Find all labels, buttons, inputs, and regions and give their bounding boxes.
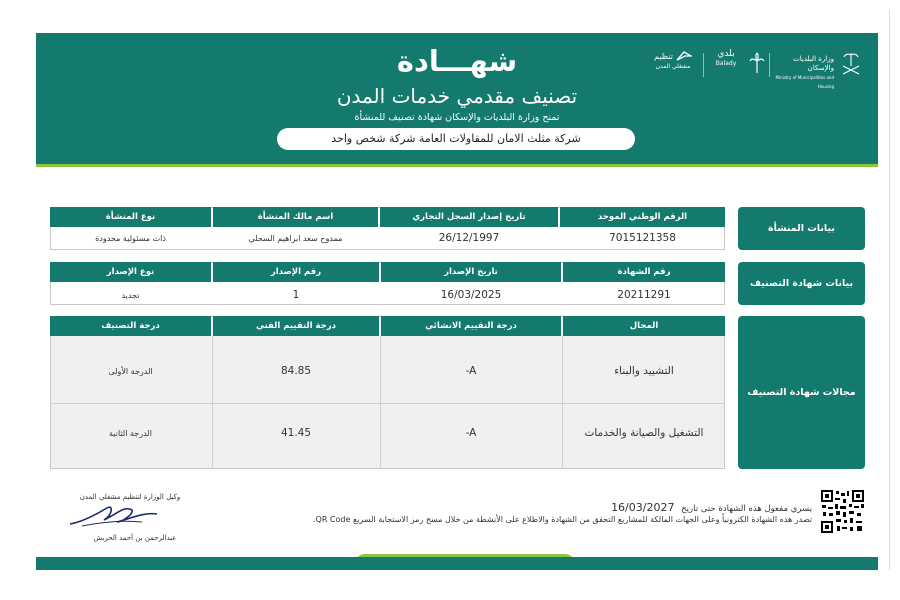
verify-note: تصدر هذه الشهادة الكترونياً وعلى الجهات المالكة للمشاريع التحقق من الشهادة والاطلاع على الأنشطة من خلال مسح رمز الاستجابة السريع QR Code. xyxy=(312,515,812,524)
qr-code xyxy=(820,489,865,534)
ministry-logo-text: وزارة البلديات والإسكان xyxy=(793,55,834,72)
balady-logo xyxy=(708,50,744,68)
footer-band xyxy=(36,557,878,570)
fields-row-2-technical-score: 41.45 xyxy=(280,427,312,439)
saudi-emblem-icon xyxy=(838,50,864,78)
fields-header-cell: درجة التقييم الفني xyxy=(213,316,379,336)
palm-icon xyxy=(748,52,766,74)
fields-row-1-technical-score: 84.85 xyxy=(280,365,312,377)
fields-header-cell: درجة التقييم الانشائي xyxy=(381,316,561,336)
validity-line xyxy=(420,501,812,514)
logo-divider xyxy=(703,53,704,77)
certificate-title: شهـــادة xyxy=(396,44,518,78)
tanzeem-logo xyxy=(648,50,698,71)
fields-column-divider xyxy=(380,336,381,468)
fields-header-cell: درجة التصنيف xyxy=(50,316,211,336)
tanzeem-logo-subtext: مشغلي المدن xyxy=(655,63,691,70)
fields-column-divider xyxy=(212,336,213,468)
fields-table xyxy=(50,316,725,469)
facility-value-cell: 26/12/1997 xyxy=(438,232,500,244)
certificate-value-cell: 16/03/2025 xyxy=(440,289,502,301)
certificate-header-cell: رقم الشهادة xyxy=(563,262,725,282)
facility-value-cell: ذات مسئولية محدودة xyxy=(95,233,166,243)
section-fields-label: مجالات شهادة التصنيف xyxy=(738,316,865,469)
fields-row-1-construction-grade: -A xyxy=(465,365,477,377)
tanzeem-logo-text: تنظيم xyxy=(654,51,673,61)
fields-row-1-field: التشييد والبناء xyxy=(614,365,674,377)
frame-right-line xyxy=(889,10,890,570)
certificate-note: تمنح وزارة البلديات والإسكان شهادة تصنيف للمنشأة xyxy=(354,112,560,123)
facility-header-cell: تاريخ إصدار السجل التجاري xyxy=(380,207,558,227)
section-certificate-label: بيانات شهادة التصنيف xyxy=(738,262,865,305)
certificate-header-cell: تاريخ الإصدار xyxy=(381,262,561,282)
fields-column-divider xyxy=(562,336,563,468)
signature-mark xyxy=(62,500,162,532)
facility-header-cell: نوع المنشأة xyxy=(50,207,211,227)
tanzeem-mark-icon xyxy=(676,50,692,62)
balady-logo-text: بلدي xyxy=(717,49,735,59)
balady-logo-en: Balady xyxy=(715,60,737,67)
signer-name: عبدالرحمن بن أحمد الحربش xyxy=(93,534,177,542)
certificate-value-cell: تجديد xyxy=(121,290,140,300)
validity-prefix: يسري مفعول هذه الشهادة حتى تاريخ xyxy=(681,504,812,514)
section-facility-label: بيانات المنشأة xyxy=(738,207,865,250)
logo-divider-2 xyxy=(769,53,770,77)
fields-row-2-classification: الدرجة الثانية xyxy=(109,428,152,438)
facility-value-cell: 7015121358 xyxy=(609,232,676,244)
facility-value-cell: ممدوح سعد ابراهيم السحلي xyxy=(248,233,343,243)
certificate-value-cell: 1 xyxy=(292,289,300,301)
fields-row-divider xyxy=(50,403,725,404)
fields-row-2-field: التشغيل والصيانة والخدمات xyxy=(584,427,704,439)
certificate-value-cell: 20211291 xyxy=(617,289,671,301)
company-name: شركة مثلث الامان للمقاولات العامة شركة شخص واحد xyxy=(277,128,635,150)
certificate-subtitle: تصنيف مقدمي خدمات المدن xyxy=(336,84,578,108)
signer-title: وكيل الوزارة لتنظيم مشغلي المدن xyxy=(79,493,181,501)
facility-header-cell: الرقم الوطني الموحد xyxy=(560,207,725,227)
ministry-logo-en: Ministry of Municipalities and Housing xyxy=(775,75,834,89)
validity-date: 16/03/2027 xyxy=(611,501,675,514)
fields-row-1-classification: الدرجة الأولى xyxy=(108,366,153,376)
ministry-logo xyxy=(772,55,834,91)
fields-header-cell: المجال xyxy=(563,316,725,336)
fields-row-2-construction-grade: -A xyxy=(465,427,477,439)
header-accent-line xyxy=(36,164,878,167)
facility-header-cell: اسم مالك المنشأة xyxy=(213,207,378,227)
certificate-header-cell: نوع الإصدار xyxy=(50,262,211,282)
certificate-header-cell: رقم الإصدار xyxy=(213,262,379,282)
